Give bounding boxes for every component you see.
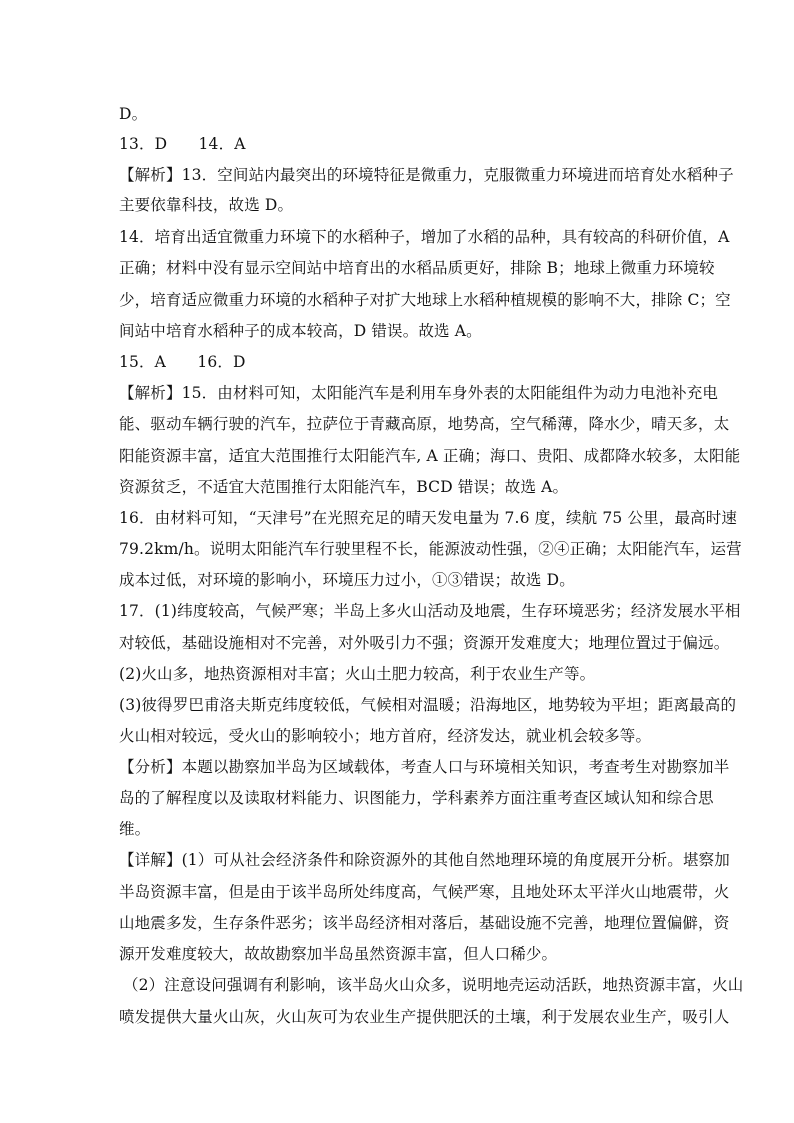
text-line: （2）注意设问强调有利影响，该半岛火山众多，说明地壳运动活跃，地热资源丰富，火山 [123, 976, 744, 994]
analysis-line: 【解析】15．由材料可知，太阳能汽车是利用车身外表的太阳能组件为动力电池补充电 [119, 384, 719, 402]
text-line: 岛的了解程度以及读取材料能力、识图能力，学科素养方面注重考查区域认知和综合思 [119, 789, 714, 807]
text-line: 主要依靠科技，故选 D。 [119, 196, 294, 214]
detail-line: 【详解】(1）可从社会经济条件和除资源外的其他自然地理环境的角度展开分析。堪察加 [119, 851, 730, 869]
text-line: 山地震多发，生存条件恶劣；该半岛经济相对落后，基础设施不完善，地理位置偏僻，资 [119, 914, 730, 932]
text-line: 14．培育出适宜微重力环境下的水稻种子，增加了水稻的品种，具有较高的科研价值，A [119, 228, 730, 246]
text-line: 火山相对较远，受火山的影响较小；地方首府，经济发达，就业机会较多等。 [119, 727, 652, 745]
text-line: 间站中培育水稻种子的成本较高，D 错误。故选 A。 [119, 322, 482, 340]
text-line: 半岛资源丰富，但是由于该半岛所处纬度高，气候严寒，且地处环太平洋火山地震带，火 [119, 883, 730, 901]
text-line: 正确；材料中没有显示空间站中培育出的水稻品质更好，排除 B；地球上微重力环境较 [119, 259, 715, 277]
analysis-line: 【解析】13．空间站内最突出的环境特征是微重力，克服微重力环境进而培育处水稻种子 [119, 166, 734, 184]
analysis-line: 【分析】本题以勘察加半岛为区域载体，考查人口与环境相关知识，考查考生对勘察加半 [119, 758, 730, 776]
text-line: 成本过低，对环境的影响小，环境压力过小，①③错误；故选 D。 [119, 571, 575, 589]
text-line: 资源贫乏，不适宜大范围推行太阳能汽车，BCD 错误；故选 A。 [119, 478, 569, 496]
text-line: 源开发难度较大，故故勘察加半岛虽然资源丰富，但人口稀少。 [119, 945, 558, 963]
text-line: (3)彼得罗巴甫洛夫斯克纬度较低，气候相对温暖；沿海地区，地势较为平坦；距离最高的 [119, 696, 737, 714]
text-line: 16．由材料可知，“天津号”在光照充足的晴天发电量为 7.6 度，续航 75 公里，最高时速 [119, 509, 738, 527]
answer-line: 17．(1)纬度较高，气候严寒；半岛上多火山活动及地震，生存环境恶劣；经济发展水平相 [119, 602, 741, 620]
text-line: D。 [119, 105, 148, 123]
answer-line: 13．D 14．A [119, 135, 246, 153]
text-line: 79.2km/h。说明太阳能汽车行驶里程不长，能源波动性强，②④正确；太阳能汽车，运营 [119, 540, 742, 558]
text-line: 对较低，基础设施相对不完善，对外吸引力不强；资源开发难度大；地理位置过于偏远。 [119, 634, 730, 652]
text-line: 维。 [119, 820, 151, 838]
text-line: 能、驱动车辆行驶的汽车，拉萨位于青藏高原，地势高，空气稀薄，降水少，晴天多，太 [119, 415, 730, 433]
text-line: 喷发提供大量火山灰，火山灰可为农业生产提供肥沃的土壤，利于发展农业生产，吸引人 [119, 1008, 730, 1026]
text-line: 少，培育适应微重力环境的水稻种子对扩大地球上水稻种植规模的影响不大，排除 C；空 [119, 291, 731, 309]
text-line: (2)火山多，地热资源相对丰富；火山土肥力较高，利于农业生产等。 [119, 665, 596, 683]
answer-line: 15．A 16．D [119, 353, 246, 371]
text-line: 阳能资源丰富，适宜大范围推行太阳能汽车, A 正确；海口、贵阳、成都降水较多，太阳能 [119, 447, 741, 465]
